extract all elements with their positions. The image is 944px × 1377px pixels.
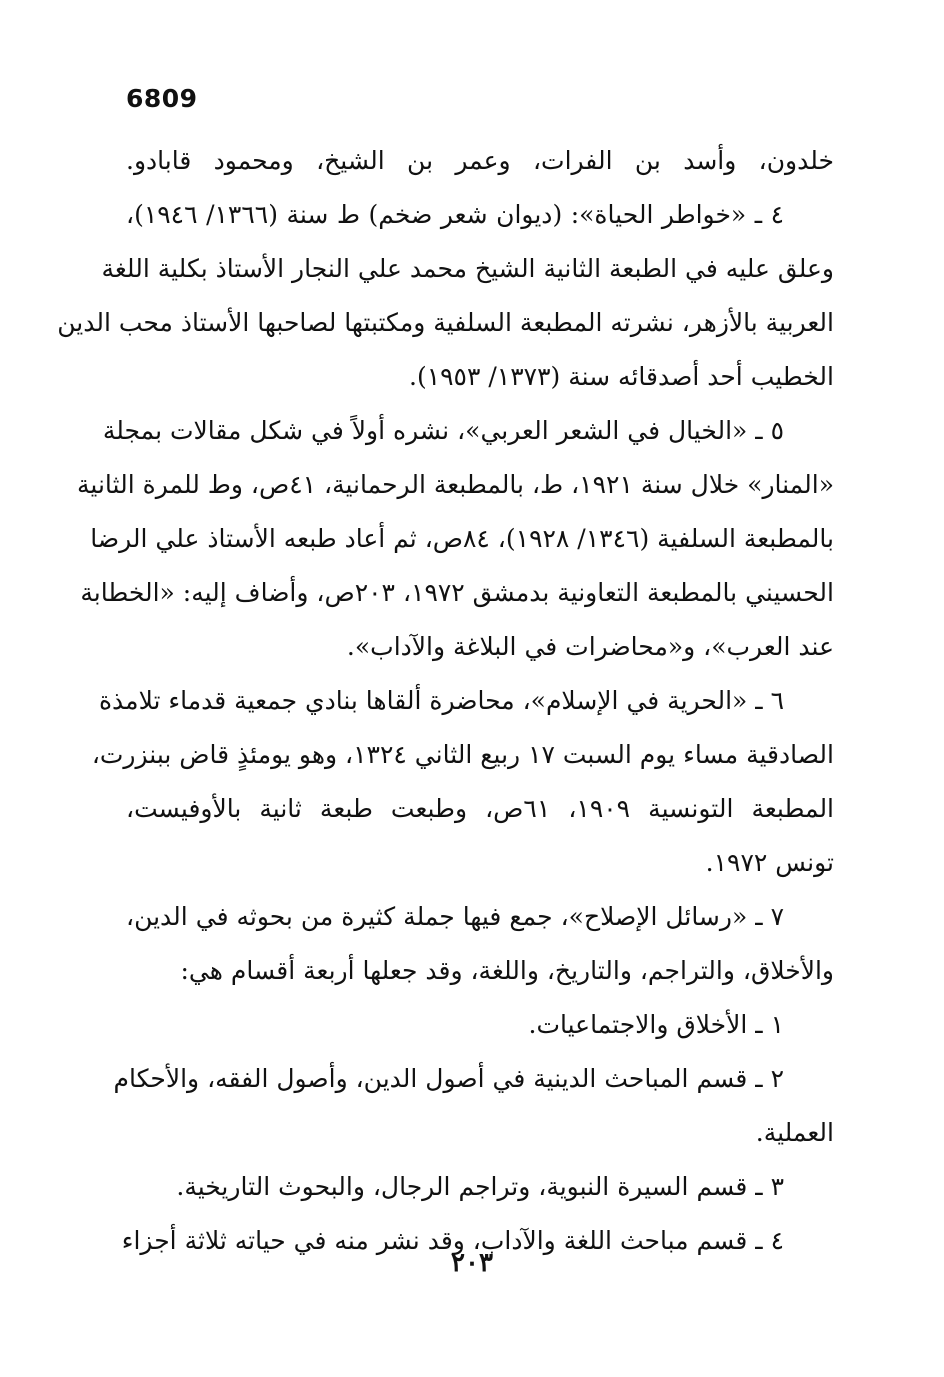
- page-stamp-number: 6809: [126, 84, 198, 113]
- text-line: «المنار» خلال سنة ١٩٢١، ط، بالمطبعة الرحمانية، ٤١ص، وط للمرة الثانية: [77, 470, 834, 499]
- text-line: ٦ ـ «الحرية في الإسلام»، محاضرة ألقاها بنادي جمعية قدماء تلامذة: [98, 686, 784, 715]
- text-line: الحسيني بالمطبعة التعاونية بدمشق ١٩٧٢، ٢٠٣ص، وأضاف إليه: «الخطابة: [80, 578, 834, 607]
- text-line: ١ ـ الأخلاق والاجتماعيات.: [528, 1010, 784, 1039]
- text-line: ٣ ـ قسم السيرة النبوية، وتراجم الرجال، والبحوث التاريخية.: [176, 1172, 784, 1201]
- text-line: المطبعة التونسية ١٩٠٩، ٦١ص، وطبعت طبعة ثانية بالأوفيست،: [126, 794, 835, 823]
- text-line: ٥ ـ «الخيال في الشعر العربي»، نشره أولاً في شكل مقالات بمجلة: [102, 416, 784, 445]
- text-line: ٤ ـ قسم مباحث اللغة والآداب، وقد نشر منه في حياته ثلاثة أجزاء: [121, 1226, 784, 1255]
- text-line: وعلق عليه في الطبعة الثانية الشيخ محمد علي النجار الأستاذ بكلية اللغة: [101, 254, 834, 283]
- text-line: ٢ ـ قسم المباحث الدينية في أصول الدين، وأصول الفقه، والأحكام: [113, 1064, 784, 1093]
- text-line: العربية بالأزهر، نشرته المطبعة السلفية ومكتبتها لصاحبها الأستاذ محب الدين: [57, 308, 834, 337]
- text-line: الصادقية مساء يوم السبت ١٧ ربيع الثاني ١٣٢٤، وهو يومئذٍ قاض ببنزرت،: [91, 740, 834, 769]
- text-line: العملية.: [755, 1118, 834, 1147]
- text-line: ٧ ـ «رسائل الإصلاح»، جمع فيها جملة كثيرة من بحوثه في الدين،: [126, 902, 784, 931]
- text-line: تونس ١٩٧٢.: [705, 848, 834, 877]
- body-text: [57, 134, 835, 1268]
- text-line: ٤ ـ «خواطر الحياة»: (ديوان شعر ضخم) ط سنة (١٣٦٦/ ١٩٤٦)،: [126, 200, 785, 229]
- text-line: خلدون، وأسد بن الفرات، وعمر بن الشيخ، ومحمود قابادو.: [126, 146, 834, 175]
- text-line: الخطيب أحد أصدقائه سنة (١٣٧٣/ ١٩٥٣).: [409, 362, 834, 391]
- page-number: ٢٠٣: [451, 1248, 493, 1278]
- text-line: عند العرب»، و«محاضرات في البلاغة والآداب».: [346, 632, 834, 661]
- text-line: والأخلاق، والتراجم، والتاريخ، واللغة، وقد جعلها أربعة أقسام هي:: [180, 956, 834, 985]
- text-line: بالمطبعة السلفية (١٣٤٦/ ١٩٢٨)، ٨٤ص، ثم أعاد طبعه الأستاذ علي الرضا: [90, 524, 834, 553]
